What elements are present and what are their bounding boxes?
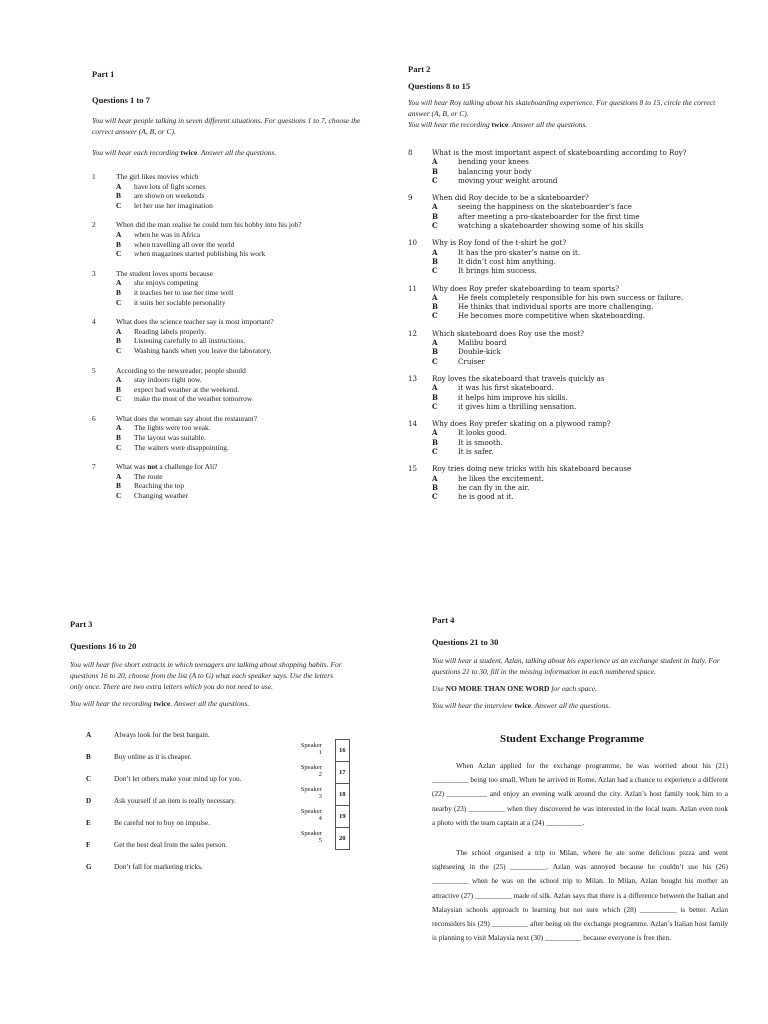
answer-option xyxy=(432,202,732,211)
answer-option xyxy=(432,483,732,492)
option-letter: C xyxy=(116,249,122,259)
option-letter: A xyxy=(432,383,438,393)
question xyxy=(408,329,732,366)
option-letter: B xyxy=(116,433,121,443)
answer-option xyxy=(116,240,390,250)
question xyxy=(92,269,390,307)
option-text: Reaching the top xyxy=(134,481,185,491)
question-number: 1 xyxy=(92,172,96,181)
speaker-label: Speaker 4 xyxy=(300,807,322,822)
question-stem: Why is Roy fond of the t-shirt he got? xyxy=(432,238,567,248)
question-stem: Roy loves the skateboard that travels quickly as xyxy=(432,373,605,383)
part4-instructions-3: You will hear the interview twice. Answer all the questions. xyxy=(432,701,611,710)
answer-option xyxy=(116,385,390,395)
option-letter: A xyxy=(432,202,438,212)
match-option-letter: D xyxy=(86,797,92,805)
answer-option xyxy=(432,293,732,302)
option-text: it teaches her to use her time well xyxy=(134,287,234,297)
part3-option-list xyxy=(86,731,286,891)
question xyxy=(408,238,732,275)
question xyxy=(408,464,732,501)
speaker-gap xyxy=(328,784,335,806)
question xyxy=(92,220,390,258)
part2-question-list xyxy=(408,148,732,502)
speaker-row xyxy=(296,806,350,828)
answer-option xyxy=(432,428,732,437)
question-number: 13 xyxy=(408,373,418,383)
question-number: 2 xyxy=(92,220,96,230)
option-letter: C xyxy=(116,394,122,404)
match-option-letter: B xyxy=(86,753,91,761)
option-text: Listening carefully to all instructions. xyxy=(134,336,246,346)
option-text: Washing hands when you leave the laboratory. xyxy=(134,345,272,355)
question-number: 14 xyxy=(408,419,418,429)
option-letter: B xyxy=(432,437,438,447)
option-letter: B xyxy=(432,256,438,266)
option-text: when travelling all over the world xyxy=(134,239,235,249)
question xyxy=(92,462,390,500)
option-text: after meeting a pro-skateboarder for the first time xyxy=(458,211,640,221)
answer-option xyxy=(116,278,390,288)
option-letter: A xyxy=(432,247,438,257)
match-option-letter: G xyxy=(86,863,92,871)
question-stem: What does the woman say about the restaurant? xyxy=(116,413,257,423)
speaker-label: Speaker 3 xyxy=(300,785,322,800)
answer-option xyxy=(116,336,390,346)
question-number: 9 xyxy=(408,193,413,203)
answer-option xyxy=(432,402,732,411)
question-stem: Which skateboard does Roy use the most? xyxy=(432,328,584,338)
speaker-label: Speaker 2 xyxy=(300,763,322,778)
option-text: it suits her sociable personality xyxy=(134,297,226,307)
option-text: The route xyxy=(134,471,163,481)
part1-instructions-2: You will hear each recording twice. Answer all the questions. xyxy=(92,148,277,157)
option-text: make the most of the weather tomorrow xyxy=(134,394,253,404)
option-letter: C xyxy=(432,266,438,276)
answer-option xyxy=(432,157,732,166)
question xyxy=(408,284,732,321)
option-text: he is good at it. xyxy=(458,492,514,502)
option-letter: C xyxy=(116,200,122,210)
answer-option xyxy=(116,394,390,404)
answer-option xyxy=(432,167,732,176)
answer-option xyxy=(432,176,732,185)
option-text: Reading labels properly. xyxy=(134,326,206,336)
question-stem: Why does Roy prefer skateboarding to team sports? xyxy=(432,283,620,293)
match-option-text: Always look for the best bargain. xyxy=(114,731,210,739)
option-text: seeing the happiness on the skateboarder’s face xyxy=(458,202,632,212)
part3-page xyxy=(52,605,350,905)
question-number: 6 xyxy=(92,413,96,423)
speaker-row xyxy=(296,740,350,762)
question xyxy=(92,414,390,452)
match-option-text: Ask yourself if an item is really necessary. xyxy=(114,797,237,805)
question xyxy=(408,374,732,411)
article-paragraph-2: The school organised a trip to Milan, where he ate some delicious pizza and went sightseeing in the (25) __________. Azlan was annoyed because he couldn’t use his (26) __________ when he was on the school trip to Milan. In Milan, Azlan bought his mother an attractive (27) __________ made of silk. Azlan says that there is a difference between the Italian and Malaysian schools approach to learning but not sure which (28) __________ is better. Azlan reconsiders his (29) __________ after being on the exchange programme. Azlan’s Italian host family is planning to visit Malaysia next (30) __________ because everyone is free then. xyxy=(432,848,728,943)
speaker-gap xyxy=(328,806,335,828)
question-number: 11 xyxy=(408,283,418,293)
option-text: balancing your body xyxy=(458,166,532,176)
part4-questions-title: Questions 21 to 30 xyxy=(432,637,499,647)
answer-option xyxy=(116,288,390,298)
option-text: Malibu board xyxy=(458,338,507,348)
part2-questions-title: Questions 8 to 15 xyxy=(408,81,471,91)
match-option-letter: C xyxy=(86,775,92,783)
answer-option xyxy=(432,338,732,347)
question-number: 3 xyxy=(92,268,96,278)
option-text: He thinks that individual sports are more challenging. xyxy=(458,302,654,312)
option-text: stay indoors right now. xyxy=(134,375,202,385)
speaker-gap xyxy=(328,740,335,762)
match-option-text: Don’t let others make your mind up for you. xyxy=(114,775,242,783)
answer-option xyxy=(116,298,390,308)
question-stem: Roy tries doing new tricks with his skateboard because xyxy=(432,464,632,474)
speaker-row xyxy=(296,762,350,784)
option-text: expect bad weather at the weekend. xyxy=(134,384,240,394)
question-stem xyxy=(116,462,390,472)
question-number: 4 xyxy=(92,317,96,327)
option-letter: A xyxy=(116,423,122,433)
answer-option xyxy=(116,443,390,453)
answer-option xyxy=(432,474,732,483)
question-stem: The student loves sports because xyxy=(116,268,213,278)
match-option-letter: E xyxy=(86,819,91,827)
option-letter: A xyxy=(116,471,122,481)
article-title: Student Exchange Programme xyxy=(499,733,644,745)
answer-option xyxy=(116,191,390,201)
part3-title: Part 3 xyxy=(70,619,93,629)
question-stem: When did the man realise he could turn his hobby into his job? xyxy=(116,220,302,230)
question-stem: What does the science teacher say is most important? xyxy=(116,317,274,327)
question-number: 12 xyxy=(408,328,418,338)
match-option-text: Don’t fall for marketing tricks. xyxy=(114,863,203,871)
option-text: when magazines started publishing his work xyxy=(134,249,266,259)
answer-option xyxy=(432,266,732,275)
answer-option xyxy=(432,248,732,257)
part2-title: Part 2 xyxy=(408,64,431,74)
option-text: It has the pro skater’s name on it. xyxy=(458,247,581,257)
answer-option xyxy=(432,383,732,392)
match-option-letter: A xyxy=(86,731,92,739)
part3-instructions-2: You will hear the recording twice. Answer all the questions. xyxy=(70,699,250,708)
part4-page xyxy=(412,605,732,1015)
option-text: she enjoys competing xyxy=(134,278,199,288)
option-letter: A xyxy=(116,326,122,336)
answer-option xyxy=(116,249,390,259)
part1-title: Part 1 xyxy=(92,69,115,79)
speaker-answer-number: 16 xyxy=(335,740,349,762)
speaker-answer-number: 19 xyxy=(335,806,349,828)
speaker-answer-number: 20 xyxy=(335,828,349,850)
answer-option xyxy=(432,438,732,447)
answer-option xyxy=(116,375,390,385)
speaker-row xyxy=(296,828,350,850)
part2-instructions-2: You will hear the recording twice. Answer all the questions. xyxy=(408,120,588,129)
option-letter: A xyxy=(432,157,438,167)
article-body xyxy=(432,759,728,945)
match-option-text: Be careful not to buy on impulse. xyxy=(114,819,211,827)
answer-option xyxy=(432,257,732,266)
option-letter: B xyxy=(116,336,121,346)
part2-instructions: You will hear Roy talking about his skateboarding experience. For questions 8 to 15, circle the correct answer (A, B, or C). xyxy=(408,98,716,118)
option-letter: B xyxy=(116,384,121,394)
question-number: 5 xyxy=(92,365,96,375)
option-text: It is smooth. xyxy=(458,437,503,447)
part3-questions-title: Questions 16 to 20 xyxy=(70,641,137,651)
part4-title: Part 4 xyxy=(432,615,455,625)
answer-option xyxy=(116,433,390,443)
option-letter: C xyxy=(116,442,122,452)
speaker-row xyxy=(296,784,350,806)
answer-option xyxy=(116,201,390,211)
answer-option xyxy=(432,492,732,501)
option-text: are shown on weekends xyxy=(134,191,205,201)
option-letter: C xyxy=(432,221,438,231)
answer-option xyxy=(432,347,732,356)
answer-option xyxy=(116,346,390,356)
question-stem: When did Roy decide to be a skateboarder? xyxy=(432,193,589,203)
option-letter: C xyxy=(432,175,438,185)
option-text: It didn’t cost him anything. xyxy=(458,256,556,266)
part1-instructions: You will hear people talking in seven different situations. For questions 1 to 7, choose the correct answer (A, B, or C). xyxy=(92,116,361,136)
speaker-answer-number: 17 xyxy=(335,762,349,784)
option-letter: B xyxy=(116,287,121,297)
option-letter: C xyxy=(432,401,438,411)
speaker-gap xyxy=(328,828,335,850)
option-text: The layout was suitable. xyxy=(134,433,206,443)
part4-instructions-2: Use NO MORE THAN ONE WORD for each space. xyxy=(432,684,597,693)
option-text: he can fly in the air. xyxy=(458,482,530,492)
part1-question-list xyxy=(92,172,390,501)
option-text: Double-kick xyxy=(458,347,501,357)
question-stem: The girl likes movies which xyxy=(116,172,199,181)
part1-questions-title: Questions 1 to 7 xyxy=(92,95,150,105)
option-letter: C xyxy=(116,491,122,501)
option-text: bending your knees xyxy=(458,157,529,167)
speaker-label: Speaker 5 xyxy=(300,829,322,844)
option-letter: B xyxy=(432,302,438,312)
option-text: He becomes more competitive when skateboarding. xyxy=(458,311,646,321)
option-text: when he was in Africa xyxy=(134,229,201,239)
question-stem: Why does Roy prefer skating on a plywood ramp? xyxy=(432,419,611,429)
option-letter: A xyxy=(116,229,122,239)
question-number: 10 xyxy=(408,238,418,248)
answer-option xyxy=(432,212,732,221)
option-text: It is safer. xyxy=(458,447,494,457)
part3-speaker-table xyxy=(296,739,350,850)
option-letter: B xyxy=(116,481,121,491)
option-letter: B xyxy=(432,211,438,221)
question-stem: What is the most important aspect of skateboarding according to Roy? xyxy=(432,148,687,157)
match-option-text: Buy online as it is cheaper. xyxy=(114,753,192,761)
question-number: 15 xyxy=(408,464,418,474)
question xyxy=(92,366,390,404)
option-text: The waiters were disappointing. xyxy=(134,442,229,452)
answer-option xyxy=(432,393,732,402)
option-letter: B xyxy=(432,347,438,357)
answer-option xyxy=(432,302,732,311)
question xyxy=(408,148,732,185)
stem-text: a challenge for Ali? xyxy=(157,462,218,472)
option-letter: A xyxy=(116,375,122,385)
question xyxy=(92,172,390,210)
question xyxy=(408,419,732,456)
option-letter: B xyxy=(116,191,121,201)
stem-emphasis: not xyxy=(147,462,158,472)
option-text: watching a skateboarder showing some of his skills xyxy=(458,221,644,231)
part4-instructions: You will hear a student, Azlan, talking about his experience as an exchange student in Italy. For questions 21 to 30, fill in the missing information in each numbered space. xyxy=(432,656,720,676)
option-text: let her use her imagination xyxy=(134,200,213,210)
option-text: moving your weight around xyxy=(458,175,558,185)
question xyxy=(92,317,390,355)
answer-option xyxy=(432,447,732,456)
article-paragraph-1: When Azlan applied for the exchange programme, he was worried about his (21) __________ being too small. When he arrived in Rome, Azlan had a chance to experience a different (22) ___________ and enjoy an evening walk around the city. Azlan’s host family took him to a nearby (23) __________ when they discovered he was interested in the local team. Azlan even took a photo with the team captain at a (24) __________. xyxy=(432,761,728,827)
option-letter: B xyxy=(432,482,438,492)
question-stem: According to the newsreader, people should xyxy=(116,365,246,375)
option-text: It looks good. xyxy=(458,428,507,438)
question-number: 7 xyxy=(92,462,96,472)
option-text: He feels completely responsible for his own success or failure. xyxy=(458,292,684,302)
answer-option xyxy=(116,230,390,240)
option-text: it was his first skateboard. xyxy=(458,383,554,393)
option-letter: C xyxy=(116,297,122,307)
option-letter: A xyxy=(432,338,438,348)
option-text: Cruiser xyxy=(458,356,485,366)
option-letter: C xyxy=(432,447,438,457)
match-option-text: Get the best deal from the sales person. xyxy=(114,841,227,849)
answer-option xyxy=(432,357,732,366)
speaker-gap xyxy=(328,762,335,784)
match-option-letter: F xyxy=(86,841,91,849)
option-text: it gives him a thrilling sensation. xyxy=(458,401,577,411)
answer-option xyxy=(116,481,390,491)
answer-option xyxy=(432,221,732,230)
option-letter: A xyxy=(116,181,122,191)
option-letter: B xyxy=(432,166,438,176)
option-letter: A xyxy=(432,292,438,302)
answer-option xyxy=(116,472,390,482)
option-letter: C xyxy=(432,356,438,366)
option-letter: A xyxy=(116,278,122,288)
option-text: It brings him success. xyxy=(458,266,537,276)
stem-text: What was xyxy=(116,462,148,472)
option-letter: A xyxy=(432,473,438,483)
answer-option xyxy=(116,423,390,433)
option-text: Changing weather xyxy=(134,491,188,501)
option-letter: C xyxy=(432,492,438,502)
option-text: have lots of fight scenes xyxy=(134,181,206,191)
question-number: 8 xyxy=(408,148,413,157)
option-letter: A xyxy=(432,428,438,438)
answer-option xyxy=(432,311,732,320)
question xyxy=(408,193,732,230)
option-letter: B xyxy=(116,239,121,249)
option-letter: C xyxy=(432,311,438,321)
answer-option xyxy=(116,327,390,337)
option-letter: B xyxy=(432,392,438,402)
answer-option xyxy=(116,491,390,501)
part3-instructions: You will hear five short extracts in which teenagers are talking about shopping habits. For questions 16 to 20, choose from the list (A to G) what each speaker says. Use the letters only once. There are two extra letters which you do not need to use. xyxy=(70,660,342,691)
option-text: The lights were too weak. xyxy=(134,423,211,433)
option-letter: C xyxy=(116,345,122,355)
part2-page xyxy=(396,60,732,530)
part1-page xyxy=(70,55,390,525)
answer-option xyxy=(116,182,390,192)
option-text: he likes the excitement. xyxy=(458,473,544,483)
speaker-label: Speaker 1 xyxy=(300,741,322,756)
option-text: it helps him improve his skills. xyxy=(458,392,568,402)
speaker-answer-number: 18 xyxy=(335,784,349,806)
